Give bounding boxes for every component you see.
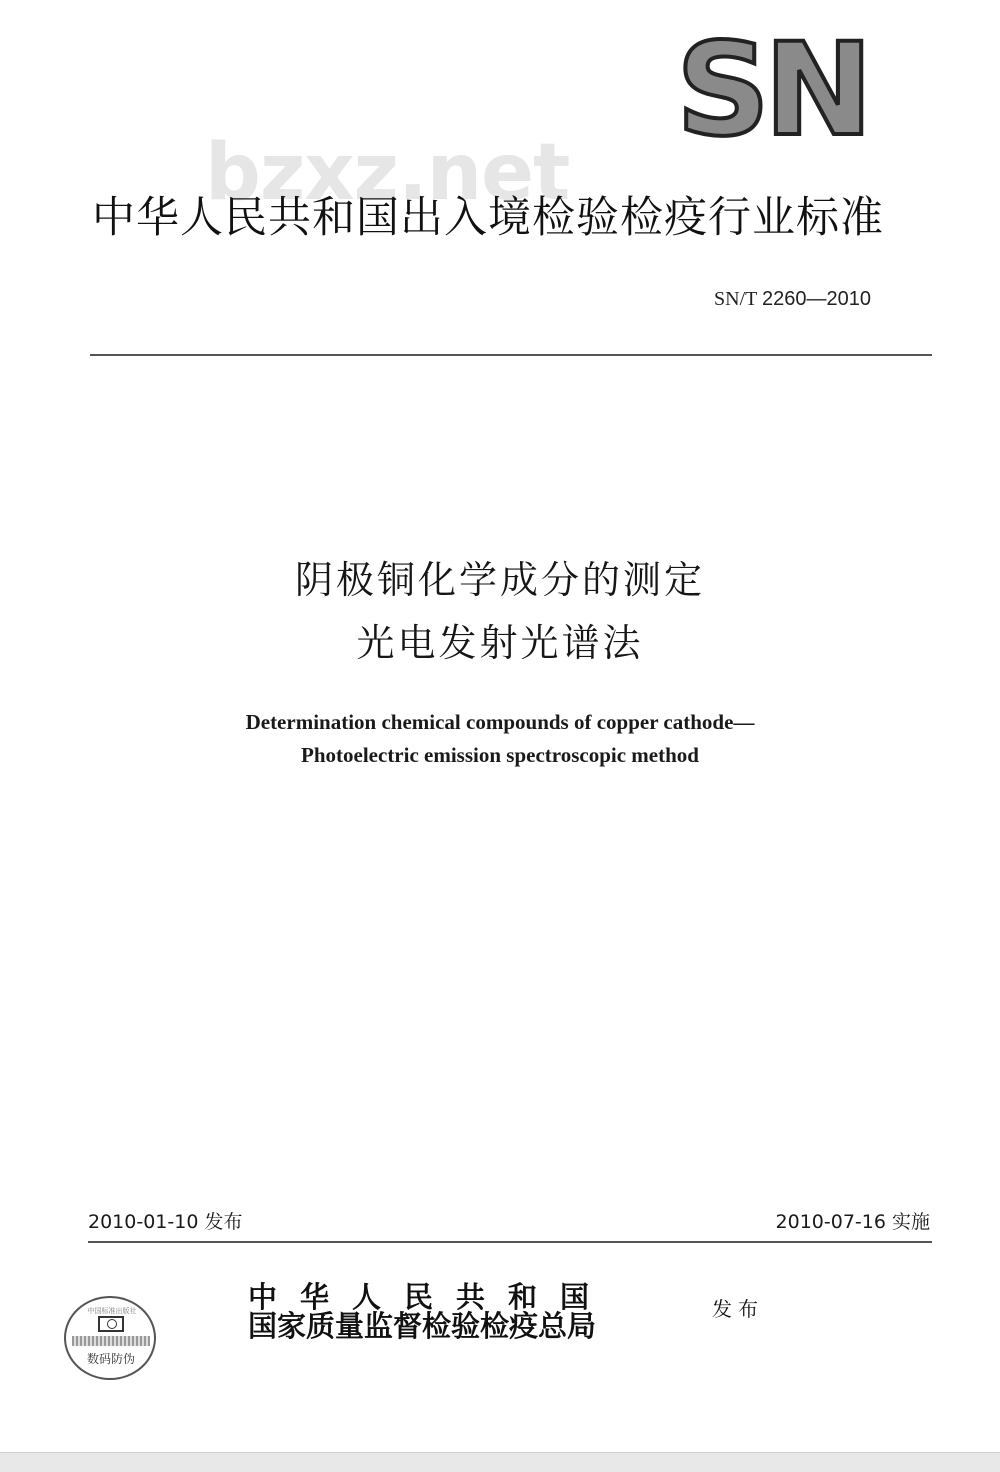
standard-code: 2260—2010: [761, 288, 871, 310]
industry-standard-title: 中华人民共和国出入境检验检疫行业标准: [92, 193, 884, 243]
standard-number: [714, 285, 871, 313]
implementation-date: 2010-07-16 实施: [775, 1211, 930, 1233]
issuer-country: 中华人民共和国: [248, 1280, 613, 1314]
cn-title-line1: 阴极铜化学成分的测定: [294, 558, 705, 602]
seal-ring-text: 中国标准出版社: [87, 1307, 137, 1315]
seal-emblem-icon: [98, 1316, 124, 1332]
bottom-divider: [88, 1241, 932, 1243]
standard-prefix: SN/T: [714, 288, 757, 310]
sn-logo-icon: SN: [676, 16, 868, 165]
en-title-line1: Determination chemical compounds of copper cathode—: [245, 710, 755, 734]
en-title-line2: Photoelectric emission spectroscopic method: [301, 743, 699, 767]
viewer-bottom-bar: [0, 1452, 1000, 1472]
issuer-action: 发布: [712, 1297, 764, 1321]
cn-title-line2: 光电发射光谱法: [356, 621, 644, 665]
issuer-agency: 国家质量监督检验检疫总局: [248, 1309, 597, 1343]
anti-counterfeit-seal-icon: [64, 1296, 156, 1380]
seal-center-text: 数码防伪: [86, 1352, 135, 1366]
issue-date: 2010-01-10 发布: [88, 1211, 243, 1233]
watermark: bzxz.net: [205, 128, 570, 218]
top-divider: [90, 354, 932, 356]
seal-barcode-strip: [72, 1336, 150, 1346]
